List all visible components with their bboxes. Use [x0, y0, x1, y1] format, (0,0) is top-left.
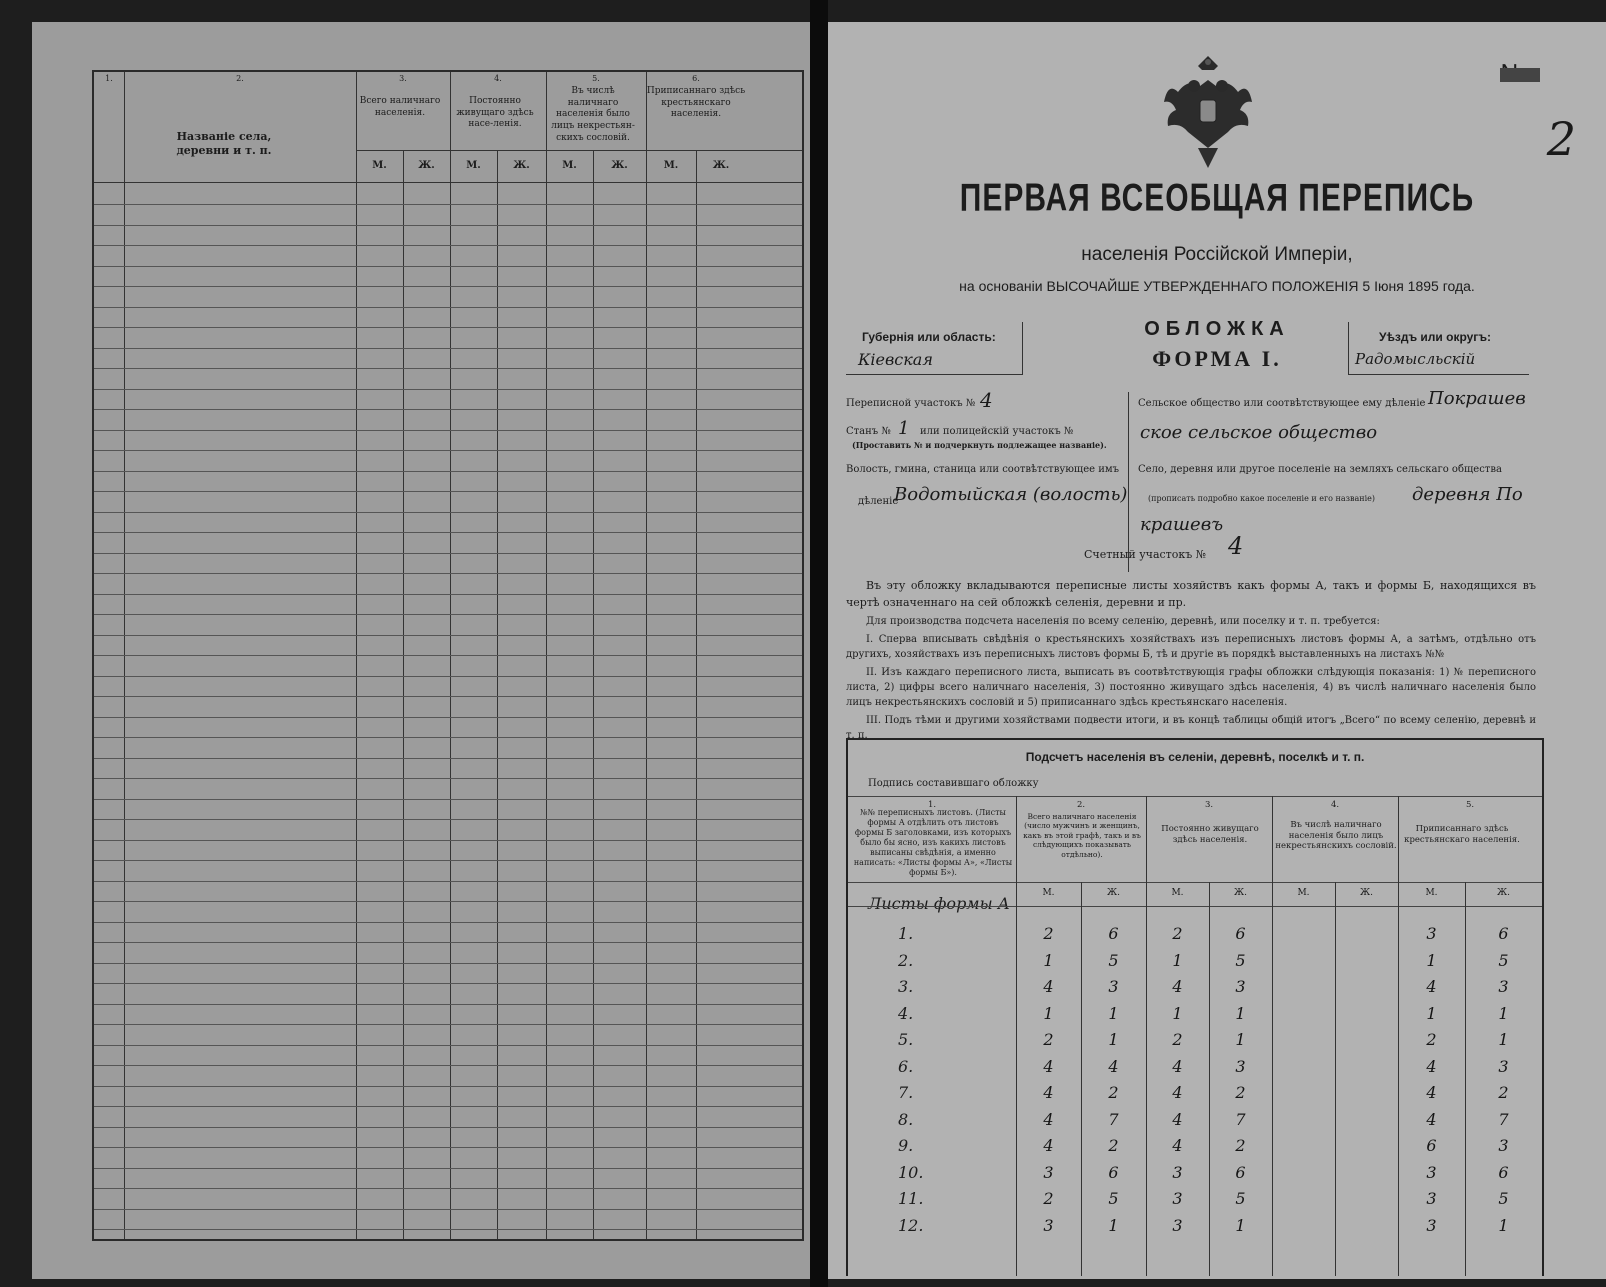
ruled-row: [94, 614, 802, 615]
zh-header: Ж.: [1107, 888, 1120, 898]
table-value: 3: [1235, 977, 1246, 996]
table-value: 3: [1426, 924, 1437, 943]
ruled-row: [94, 758, 802, 759]
table-value: 1: [1172, 950, 1183, 970]
ruled-row: [94, 1106, 802, 1107]
uezd-label: Уѣздъ или округъ:: [1379, 330, 1492, 344]
stan-rest: или полицейскій участокъ №: [920, 426, 1074, 437]
row-sheet-number: 11.: [898, 1189, 924, 1208]
ruled-row: [94, 696, 802, 697]
column-number: 5.: [592, 74, 600, 83]
table-value: 4: [1172, 977, 1183, 996]
zh-header: Ж.: [712, 160, 730, 171]
row-sheet-number: 8.: [898, 1109, 914, 1129]
table-value: 1: [1498, 1003, 1509, 1023]
ruled-row: [94, 655, 802, 656]
col2-header: Названіе села, деревни и т. п.: [176, 130, 272, 158]
ruled-row: [94, 1147, 802, 1148]
table-value: 4: [1426, 1083, 1437, 1102]
census-title: ПЕРВАЯ ВСЕОБЩАЯ ПЕРЕПИСЬ: [959, 176, 1475, 220]
column-number: 4.: [1330, 800, 1340, 810]
instruction-intro: Въ эту обложку вкладываются переписные листы хозяйствъ какъ формы А, такъ и формы Б, находящихся въ чертѣ означеннаго на сей обложкѣ селенія, деревни и пр.: [846, 579, 1536, 609]
zh-header: Ж.: [1497, 888, 1510, 898]
table-value: 4: [1172, 1109, 1183, 1129]
ruled-row: [94, 901, 802, 902]
table-value: 1: [1108, 1030, 1119, 1049]
row-sheet-number: 12.: [898, 1215, 924, 1235]
column-number: 3.: [399, 74, 407, 83]
table-value: 3: [1498, 1056, 1509, 1076]
imperial-eagle-emblem: [1158, 52, 1258, 170]
col3-header: Постоянно живущаго здѣсь населенія.: [1161, 824, 1259, 845]
row-sheet-number: 10.: [898, 1162, 924, 1182]
ruled-row: [94, 819, 802, 820]
ruled-row: [94, 389, 802, 390]
table-title: Подсчетъ населенія въ селеніи, деревнѣ, поселкѣ и т. п.: [1025, 750, 1365, 764]
printer-imprint: [1578, 852, 1586, 854]
ruled-row: [94, 594, 802, 595]
volost-label: Волость, гмина, станица или соотвѣтствующее имъ: [846, 464, 1120, 475]
column-subline: [593, 150, 594, 1239]
table-value: 1: [1426, 1003, 1437, 1023]
ruled-row: [94, 840, 802, 841]
signature-label: Подпись составившаго обложку: [868, 778, 1039, 789]
uezd-value: Радомысльскій: [1355, 350, 1476, 368]
column-subline: [1335, 882, 1336, 1276]
m-header: М.: [1425, 888, 1438, 898]
table-value: 3: [1235, 1056, 1246, 1076]
right-page: [828, 22, 1606, 1279]
table-value: 3: [1108, 977, 1119, 996]
table-value: 6: [1426, 1136, 1437, 1155]
table-value: 1: [1498, 1215, 1509, 1235]
ruled-row: [94, 286, 802, 287]
stan-value: 1: [898, 418, 910, 439]
table-value: 2: [1108, 1083, 1119, 1102]
ruled-row: [94, 532, 802, 533]
oblozhka-title: ОБЛОЖКА: [1144, 318, 1290, 340]
instruction-1: I. Сперва вписывать свѣдѣнія о крестьянскихъ хозяйствахъ изъ переписныхъ листовъ формы А, а затѣмъ, отдѣльно отъ другихъ, хозяйствахъ изъ переписныхъ листовъ формы Б, тѣ и другіе въ порядкѣ выставленныхъ на листахъ №№: [846, 634, 1536, 660]
ruled-row: [94, 450, 802, 451]
selskoe-value-2: ское сельское общество: [1140, 422, 1378, 443]
ruled-row: [94, 1209, 802, 1210]
table-value: 1: [1235, 1215, 1246, 1235]
col4-header: Постоянно живущаго здѣсь насе-ленія.: [456, 96, 534, 130]
column-line: [1398, 796, 1399, 1276]
table-value: 3: [1172, 1162, 1183, 1182]
ruled-row: [94, 573, 802, 574]
selo-value-1: деревня По: [1412, 484, 1523, 505]
table-value: 1: [1043, 1003, 1054, 1023]
section-label: Листы формы А: [868, 894, 1010, 913]
table-value: 3: [1172, 1215, 1183, 1235]
selskoe-value-1: Покрашев: [1428, 388, 1526, 409]
table-value: 5: [1235, 950, 1246, 970]
table-value: 6: [1235, 924, 1246, 943]
ruled-row: [94, 409, 802, 410]
table-value: 3: [1043, 1215, 1054, 1235]
table-value: 4: [1043, 1056, 1054, 1076]
ruled-row: [94, 1168, 802, 1169]
ruled-row: [94, 881, 802, 882]
delenie-label: дѣленіе: [858, 496, 899, 507]
column-number: 6.: [692, 74, 700, 83]
table-value: 2: [1043, 924, 1054, 943]
column-subline: [1081, 882, 1082, 1276]
table-value: 1: [1108, 1215, 1119, 1235]
table-value: 6: [1108, 924, 1119, 943]
ruled-row: [94, 1024, 802, 1025]
selskoe-label: Сельское общество или соотвѣтствующее ему дѣленіе: [1138, 398, 1426, 409]
table-value: 5: [1108, 950, 1119, 970]
ruled-row: [94, 778, 802, 779]
selo-note: (прописать подробно какое поселеніе и его названіе): [1148, 494, 1376, 503]
header-bottom-line: [848, 906, 1542, 907]
table-value: 2: [1172, 924, 1183, 943]
col6-header: Приписаннаго здѣсь крестьянскаго населенія.: [646, 86, 746, 120]
ruled-row: [94, 963, 802, 964]
ruled-row: [94, 1188, 802, 1189]
header-mz-line: [848, 882, 1542, 883]
column-number: 5.: [1465, 800, 1475, 810]
row-sheet-number: 3.: [898, 977, 914, 996]
ruled-row: [94, 245, 802, 246]
ruled-row: [94, 327, 802, 328]
left-census-table: [92, 70, 804, 1241]
column-number: 3.: [1204, 800, 1214, 810]
table-value: 1: [1498, 1030, 1509, 1049]
form-divider: [1128, 392, 1130, 572]
table-value: 3: [1498, 977, 1509, 996]
ruled-row: [94, 635, 802, 636]
table-value: 4: [1426, 977, 1437, 996]
instruction-3: III. Подъ тѣми и другими хозяйствами подвести итоги, и въ концѣ таблицы общій итогъ „Всего“ по всему селенію, деревнѣ и т. п.: [846, 715, 1536, 741]
ruled-row: [94, 799, 802, 800]
selo-value-2: крашевъ: [1140, 514, 1224, 535]
stan-label: Станъ №: [846, 426, 891, 437]
ruled-row: [94, 1004, 802, 1005]
zh-header: Ж.: [418, 160, 435, 171]
zh-header: Ж.: [611, 160, 628, 171]
instruction-general: Для производства подсчета населенія по всему селенію, деревнѣ, или поселку и т. п. требуется:: [866, 616, 1380, 627]
table-value: 2: [1235, 1083, 1246, 1102]
ruled-row: [94, 266, 802, 267]
table-value: 4: [1172, 1083, 1183, 1102]
header-top-line: [848, 796, 1542, 797]
zh-header: Ж.: [513, 160, 530, 171]
census-basis: на основаніи ВЫСОЧАЙШЕ УТВЕРЖДЕННАГО ПОЛОЖЕНІЯ 5 Іюня 1895 года.: [959, 278, 1475, 294]
column-line: [1146, 796, 1147, 1276]
table-value: 1: [1043, 950, 1054, 970]
table-value: 4: [1108, 1056, 1119, 1076]
ruled-row: [94, 368, 802, 369]
volost-value: Водотыйская (волость): [894, 484, 1128, 505]
ruled-row: [94, 553, 802, 554]
table-value: 4: [1172, 1136, 1183, 1155]
table-value: 4: [1043, 1083, 1054, 1102]
population-count-table: [846, 738, 1544, 1276]
col5-header: Въ числѣ наличнаго населенія было лицъ некрестьян-скихъ сословій.: [551, 86, 635, 143]
table-value: 5: [1108, 1189, 1119, 1208]
handwritten-page-number: 2: [1546, 112, 1576, 166]
table-value: 6: [1498, 924, 1509, 943]
selo-label: Село, деревня или другое поселеніе на земляхъ сельскаго общества: [1138, 464, 1502, 475]
zh-header: Ж.: [1234, 888, 1247, 898]
row-sheet-number: 1.: [898, 924, 914, 943]
column-number: 2.: [1076, 800, 1086, 810]
guberniya-value: Кіевская: [858, 350, 933, 369]
table-value: 5: [1498, 1189, 1509, 1208]
column-subline: [497, 150, 498, 1239]
row-sheet-number: 2.: [898, 950, 914, 970]
ruled-row: [94, 430, 802, 431]
m-header: М.: [1042, 888, 1055, 898]
instructions: [846, 578, 1536, 746]
table-value: 6: [1498, 1162, 1509, 1182]
ruled-row: [94, 204, 802, 205]
m-header: М.: [663, 160, 679, 171]
ruled-row: [94, 512, 802, 513]
table-value: 2: [1043, 1030, 1054, 1049]
table-value: 3: [1426, 1162, 1437, 1182]
instruction-2: II. Изъ каждаго переписного листа, выписать въ соотвѣтствующія графы обложки слѣдующія показанія: 1) № переписного листа, 2) цифры всего наличнаго населенія, 3) постоянно живущаго здѣсь населенія, 4) въ числѣ наличнаго населенія было лицъ некрестьянскихъ сословій и 5) приписаннаго здѣсь крестьянскаго населенія.: [846, 667, 1536, 708]
table-value: 2: [1235, 1136, 1246, 1155]
census-subtitle: населенія Россійской Имперіи,: [1081, 244, 1353, 265]
m-header: М.: [372, 160, 387, 171]
guberniya-label: Губернія или область:: [862, 330, 996, 344]
column-line: [1016, 796, 1017, 1276]
m-header: М.: [466, 160, 481, 171]
column-line: [1272, 796, 1273, 1276]
table-value: 1: [1172, 1003, 1183, 1023]
ruled-row: [94, 942, 802, 943]
table-value: 5: [1498, 950, 1509, 970]
table-value: 5: [1235, 1189, 1246, 1208]
table-value: 4: [1426, 1056, 1437, 1076]
perepisnoy-value: 4: [980, 388, 993, 412]
column-number: 1.: [105, 74, 113, 83]
ruled-row: [94, 348, 802, 349]
table-value: 3: [1172, 1189, 1183, 1208]
row-sheet-number: 5.: [898, 1030, 914, 1049]
table-value: 7: [1498, 1109, 1509, 1129]
column-subline: [403, 150, 404, 1239]
left-page: [32, 22, 810, 1279]
table-value: 3: [1426, 1215, 1437, 1235]
column-subline: [696, 150, 697, 1239]
col3-header: Всего наличнаго населенія.: [359, 96, 441, 118]
book-gutter: [810, 0, 828, 1287]
row-sheet-number: 6.: [898, 1056, 914, 1076]
m-header: М.: [1171, 888, 1184, 898]
table-value: 6: [1235, 1162, 1246, 1182]
ruled-row: [94, 737, 802, 738]
row-sheet-number: 4.: [898, 1003, 914, 1023]
table-value: 2: [1498, 1083, 1509, 1102]
table-value: 1: [1426, 950, 1437, 970]
stan-note: (Проставить № и подчеркнуть подлежащее названіе).: [852, 440, 1107, 450]
column-subline: [1209, 882, 1210, 1276]
row-sheet-number: 7.: [898, 1083, 914, 1102]
table-value: 7: [1235, 1109, 1246, 1129]
ruled-row: [94, 1045, 802, 1046]
table-value: 1: [1235, 1003, 1246, 1023]
m-header: М.: [1297, 888, 1310, 898]
table-value: 3: [1426, 1189, 1437, 1208]
table-value: 4: [1043, 1109, 1054, 1129]
ruled-row: [94, 1229, 802, 1230]
table-value: 4: [1426, 1109, 1437, 1129]
table-value: 1: [1108, 1003, 1119, 1023]
ruled-row: [94, 307, 802, 308]
column-subline: [1465, 882, 1466, 1276]
schetny-label: Счетный участокъ №: [1084, 548, 1207, 561]
ruled-row: [94, 1086, 802, 1087]
ruled-row: [94, 922, 802, 923]
zh-header: Ж.: [1360, 888, 1373, 898]
table-value: 7: [1108, 1109, 1119, 1129]
table-value: 4: [1043, 1136, 1054, 1155]
table-value: 6: [1108, 1162, 1119, 1182]
header-subline: [356, 150, 802, 151]
col2-header: Всего наличнаго населенія (число мужчинъ и женщинъ, какъ въ этой графѣ, такъ и въ слѣдующихъ показывать отдѣльно).: [1023, 812, 1141, 859]
ruled-row: [94, 225, 802, 226]
number-redaction: [1500, 68, 1540, 82]
table-value: 1: [1235, 1030, 1246, 1049]
column-number: 4.: [494, 74, 502, 83]
uezd-box: [1348, 322, 1529, 375]
ruled-row: [94, 983, 802, 984]
table-value: 2: [1043, 1189, 1054, 1208]
forma-title: ФОРМА I.: [1152, 346, 1282, 371]
ruled-row: [94, 860, 802, 861]
column-number: 2.: [236, 74, 244, 83]
perepisnoy-label: Переписной участокъ №: [846, 398, 976, 409]
column-number: 1.: [927, 800, 937, 810]
table-value: 3: [1498, 1136, 1509, 1155]
header-bottom-line: [94, 182, 802, 183]
table-value: 4: [1043, 977, 1054, 996]
table-value: 4: [1172, 1056, 1183, 1076]
ruled-row: [94, 717, 802, 718]
ruled-row: [94, 491, 802, 492]
row-sheet-number: 9.: [898, 1136, 914, 1155]
col5-header: Приписаннаго здѣсь крестьянскаго населенія.: [1404, 824, 1520, 845]
m-header: М.: [562, 160, 577, 171]
table-value: 2: [1172, 1030, 1183, 1049]
ruled-row: [94, 1065, 802, 1066]
col1-header: №№ переписныхъ листовъ. (Листы формы А отдѣлить отъ листовъ формы Б заголовками, изъ которыхъ было бы ясно, изъ какихъ листовъ выписаны свѣдѣнія, а именно написать: «Листы формы А», «Листы формы Б»).: [853, 808, 1013, 877]
ruled-row: [94, 471, 802, 472]
schetny-value: 4: [1228, 532, 1244, 560]
table-value: 2: [1108, 1136, 1119, 1155]
col4-header: Въ числѣ наличнаго населенія было лицъ некрестьянскихъ сословій.: [1275, 820, 1397, 852]
table-value: 2: [1426, 1030, 1437, 1049]
ruled-row: [94, 1127, 802, 1128]
table-value: 3: [1043, 1162, 1054, 1182]
ruled-row: [94, 676, 802, 677]
